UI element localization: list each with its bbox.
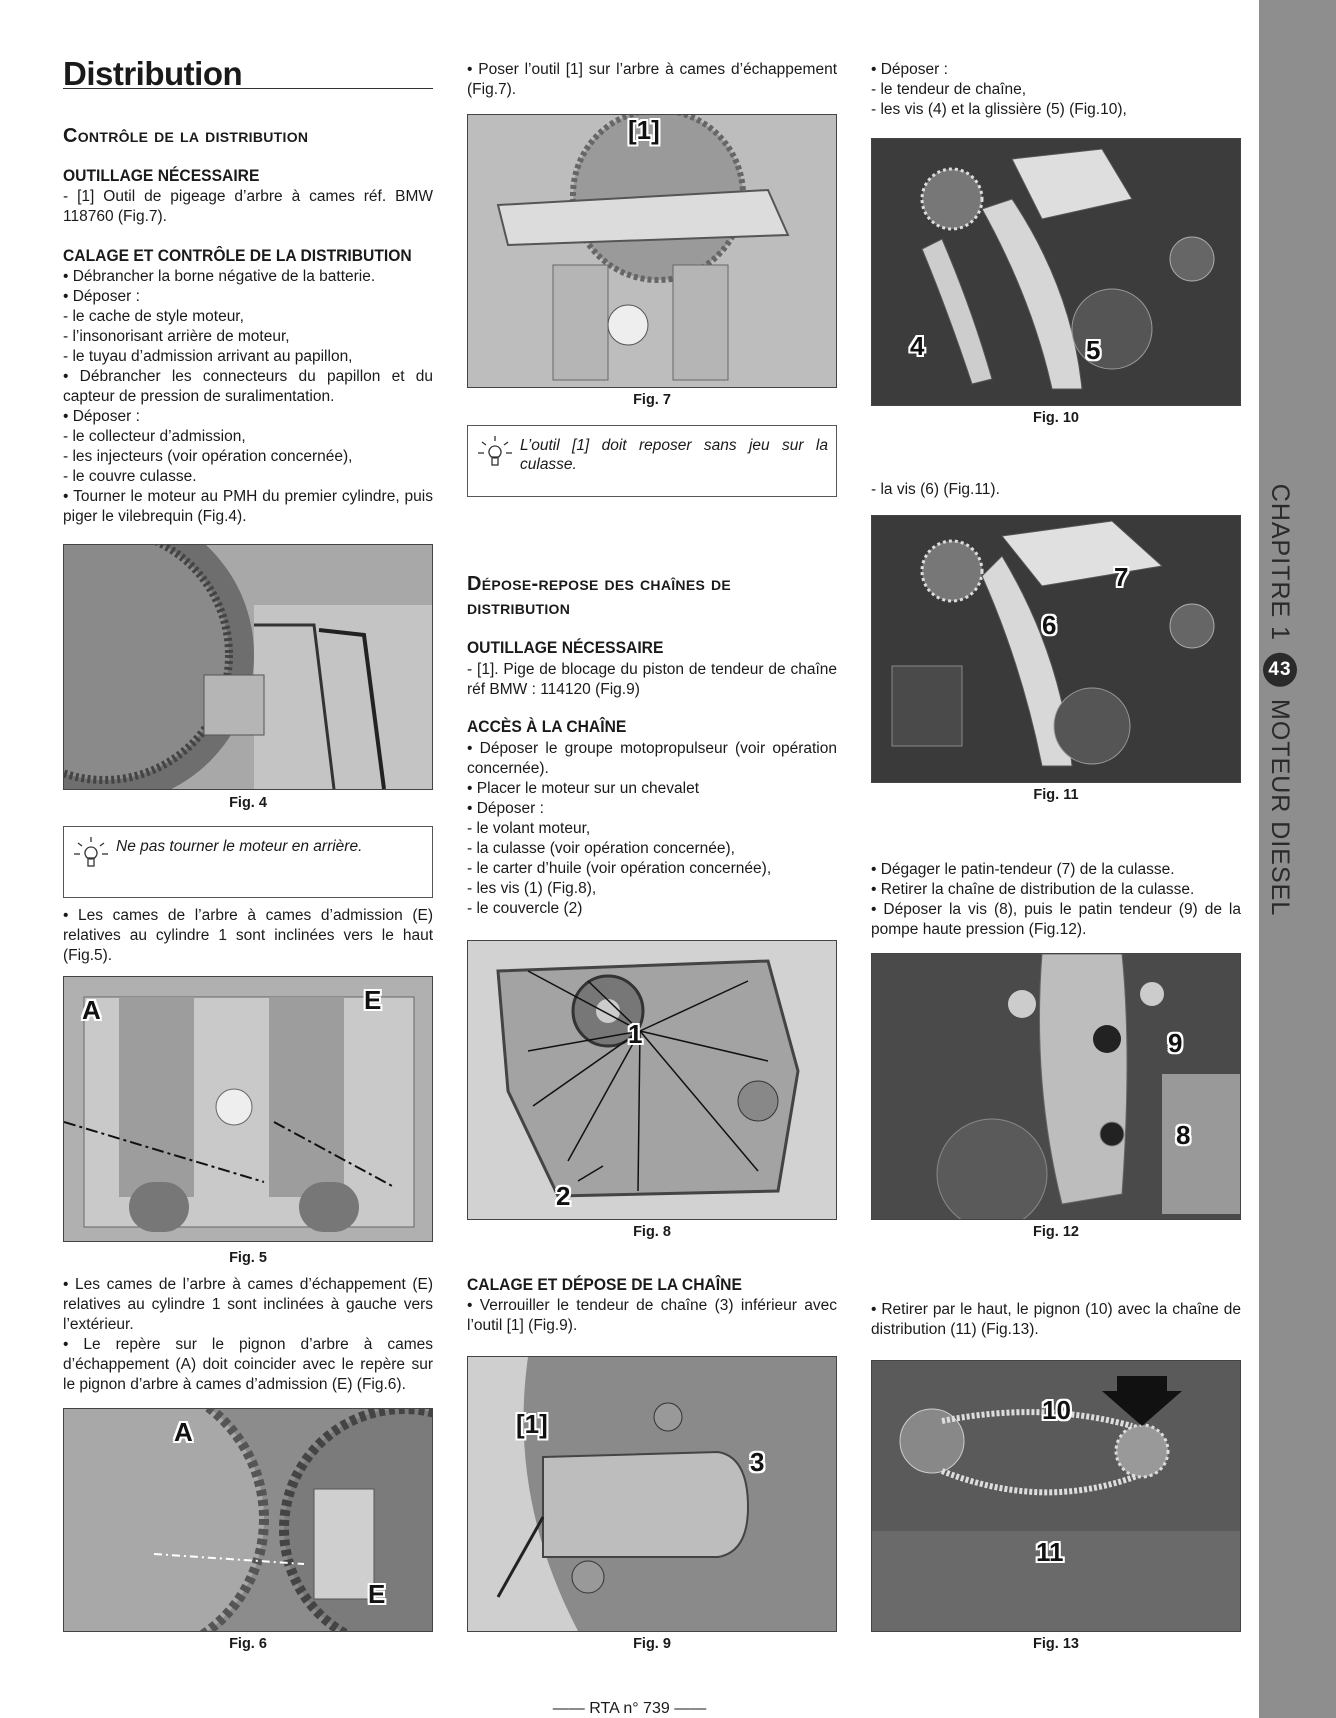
callout-tool: [1]: [628, 115, 660, 145]
paragraph-line: • Le repère sur le pignon d’arbre à cames d’échappement (A) doit coincider avec le repère sur le pignon d’arbre à cames d’admission (E) (Fig.6).: [63, 1336, 433, 1393]
figure-5-photo: [63, 976, 433, 1242]
page-footer: —— RTA n° 739 ——: [552, 1700, 707, 1717]
procedure-line: - le tendeur de chaîne,: [871, 81, 1027, 98]
figure-10-caption: Fig. 10: [1033, 410, 1079, 426]
note-box: [63, 826, 433, 898]
procedure-list: [871, 860, 1241, 940]
paragraph-fig11: - la vis (6) (Fig.11).: [871, 481, 1000, 498]
procedure-line: - le cache de style moteur,: [63, 308, 244, 325]
subheading-calage-chaine: CALAGE ET DÉPOSE DE LA CHAÎNE: [467, 1275, 742, 1294]
procedure-line: - le couvercle (2): [467, 900, 583, 917]
procedure-line: - les vis (1) (Fig.8),: [467, 880, 597, 897]
subheading-calage: CALAGE ET CONTRÔLE DE LA DISTRIBUTION: [63, 246, 412, 265]
figure-11-caption: Fig. 11: [1033, 787, 1079, 803]
procedure-line: • Déposer :: [63, 408, 140, 425]
paragraph-fig13: • Retirer par le haut, le pignon (10) avec la chaîne de distribution (11) (Fig.13).: [871, 1301, 1241, 1338]
figure-8-photo: [467, 940, 837, 1220]
procedure-line: - les vis (4) et la glissière (5) (Fig.10),: [871, 101, 1127, 118]
figure-6-caption: Fig. 6: [229, 1636, 267, 1652]
callout-1: 1: [628, 1019, 643, 1049]
callout-tool: [1]: [516, 1409, 548, 1439]
figure-8-caption: Fig. 8: [633, 1224, 671, 1240]
figure-7-caption: Fig. 7: [633, 392, 671, 408]
page-number-badge: 43: [1263, 653, 1297, 687]
callout-a: A: [82, 995, 101, 1025]
chapter-tab: [1263, 484, 1297, 916]
procedure-line: • Dégager le patin-tendeur (7) de la culasse.: [871, 861, 1175, 878]
callout-7: 7: [1114, 562, 1129, 592]
paragraph-line: • Les cames de l’arbre à cames d’échappement (E) relatives au cylindre 1 sont inclinées à gauche vers l’extérieur.: [63, 1276, 433, 1333]
procedure-line: • Déposer :: [63, 288, 140, 305]
procedure-line: - le carter d’huile (voir opération concernée),: [467, 860, 772, 877]
figure-9-caption: Fig. 9: [633, 1636, 671, 1652]
procedure-line: • Déposer la vis (8), puis le patin tendeur (9) de la pompe haute pression (Fig.12).: [871, 901, 1241, 938]
page-title: Distribution: [63, 55, 243, 92]
section-heading-controle: Contrôle de la distribution: [63, 125, 309, 147]
procedure-line: - le collecteur d’admission,: [63, 428, 246, 445]
procedure-line: • Déposer le groupe motopropulseur (voir opération concernée).: [467, 740, 837, 777]
procedure-list: [467, 739, 837, 919]
subheading-outillage: OUTILLAGE NÉCESSAIRE: [467, 638, 664, 657]
figure-9-photo: [467, 1356, 837, 1632]
title-rule: [63, 88, 433, 89]
procedure-line: • Débrancher les connecteurs du papillon et du capteur de pression de suralimentation.: [63, 368, 433, 405]
chapter-label: CHAPITRE 1: [1266, 483, 1295, 642]
procedure-list: [871, 60, 1241, 120]
callout-11: 11: [1036, 1537, 1064, 1567]
figure-7-photo: [467, 114, 837, 388]
figure-6-photo: [63, 1408, 433, 1632]
procedure-line: • Déposer :: [467, 800, 544, 817]
callout-9: 9: [1168, 1028, 1183, 1058]
lightbulb-icon: [474, 432, 516, 474]
figure-10-photo: [871, 138, 1241, 406]
note-text: L’outil [1] doit reposer sans jeu sur la culasse.: [520, 437, 828, 473]
figure-5-caption: Fig. 5: [229, 1250, 267, 1266]
paragraph-fig6: [63, 1275, 433, 1395]
procedure-line: • Déposer :: [871, 61, 948, 78]
callout-8: 8: [1176, 1120, 1191, 1150]
procedure-line: - le tuyau d’admission arrivant au papillon,: [63, 348, 353, 365]
tool-text: - [1]. Pige de blocage du piston de tendeur de chaîne réf BMW : 114120 (Fig.9): [467, 661, 837, 698]
paragraph-fig5: • Les cames de l’arbre à cames d’admission (E) relatives au cylindre 1 sont inclinées vers le haut (Fig.5).: [63, 907, 433, 964]
procedure-line: • Débrancher la borne négative de la batterie.: [63, 268, 376, 285]
callout-e: E: [364, 985, 382, 1015]
callout-3: 3: [750, 1447, 765, 1477]
section-heading-depose: Dépose-repose des chaînes de distribution: [467, 573, 732, 619]
chapter-section: MOTEUR DIESEL: [1266, 699, 1295, 917]
callout-a: A: [174, 1417, 193, 1447]
intro-text: • Poser l’outil [1] sur l’arbre à cames d’échappement (Fig.7).: [467, 61, 837, 98]
procedure-line: - la culasse (voir opération concernée),: [467, 840, 735, 857]
figure-12-caption: Fig. 12: [1033, 1224, 1079, 1240]
callout-5: 5: [1086, 335, 1101, 365]
callout-4: 4: [910, 331, 925, 361]
callout-6: 6: [1042, 610, 1057, 640]
procedure-line: - le volant moteur,: [467, 820, 591, 837]
procedure-line: • Tourner le moteur au PMH du premier cylindre, puis piger le vilebrequin (Fig.4).: [63, 488, 433, 525]
callout-2: 2: [556, 1181, 571, 1211]
lightbulb-icon: [70, 833, 112, 875]
procedure-line: - les injecteurs (voir opération concernée),: [63, 448, 353, 465]
procedure-line: • Retirer la chaîne de distribution de la culasse.: [871, 881, 1195, 898]
figure-12-photo: [871, 953, 1241, 1220]
figure-13-photo: [871, 1360, 1241, 1632]
procedure-line: - le couvre culasse.: [63, 468, 197, 485]
procedure-list: [63, 267, 433, 527]
subheading-acces: ACCÈS À LA CHAÎNE: [467, 717, 627, 736]
tool-text: - [1] Outil de pigeage d’arbre à cames réf. BMW 118760 (Fig.7).: [63, 188, 433, 225]
callout-10: 10: [1042, 1395, 1071, 1425]
figure-13-caption: Fig. 13: [1033, 1636, 1079, 1652]
paragraph-fig9: • Verrouiller le tendeur de chaîne (3) inférieur avec l’outil [1] (Fig.9).: [467, 1297, 837, 1334]
callout-e: E: [368, 1579, 386, 1609]
figure-4-caption: Fig. 4: [229, 795, 267, 811]
figure-11-photo: [871, 515, 1241, 783]
figure-4-photo: [63, 544, 433, 790]
note-box: [467, 425, 837, 497]
procedure-line: • Placer le moteur sur un chevalet: [467, 780, 700, 797]
note-text: Ne pas tourner le moteur en arrière.: [116, 838, 363, 855]
procedure-line: - l’insonorisant arrière de moteur,: [63, 328, 290, 345]
subheading-outillage: OUTILLAGE NÉCESSAIRE: [63, 166, 260, 185]
